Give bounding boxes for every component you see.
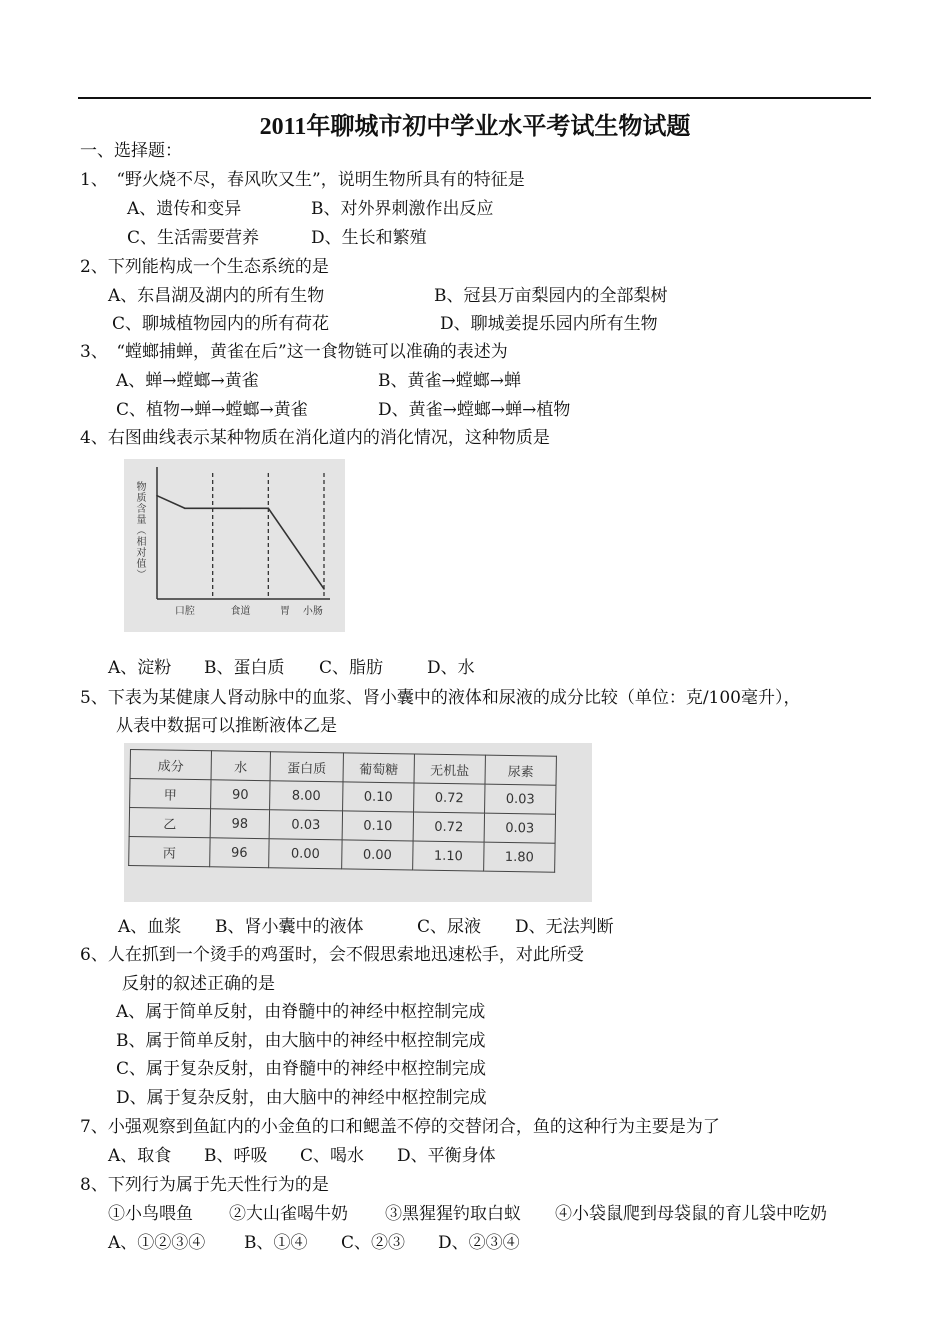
q4-option-b[interactable]: B、蛋白质 <box>204 658 285 678</box>
question-6-stem: 6、人在抓到一个烫手的鸡蛋时，会不假思索地迅速松手，对此所受 <box>80 945 584 965</box>
top-rule <box>78 97 871 99</box>
question-4-stem: 4、右图曲线表示某种物质在消化道内的消化情况，这种物质是 <box>80 428 550 448</box>
q1-option-b[interactable]: B、对外界刺激作出反应 <box>311 199 494 219</box>
q6-option-c[interactable]: C、属于复杂反射，由脊髓中的神经中枢控制完成 <box>116 1059 487 1079</box>
q7-option-d[interactable]: D、平衡身体 <box>397 1146 496 1166</box>
question-5-stem-cont: 从表中数据可以推断液体乙是 <box>116 716 337 736</box>
chart-x-tick-label: 胃 <box>280 606 291 617</box>
chart-data-point <box>156 495 158 497</box>
table-header-cell: 无机盐 <box>414 754 485 784</box>
table-header-cell: 水 <box>211 751 270 781</box>
q5-option-b[interactable]: B、肾小囊中的液体 <box>215 917 364 937</box>
table-cell: 98 <box>210 809 269 839</box>
table-cell: 0.00 <box>269 839 342 869</box>
digestion-chart <box>124 459 345 632</box>
q7-option-b[interactable]: B、呼吸 <box>204 1146 268 1166</box>
q6-option-b[interactable]: B、属于简单反射，由大脑中的神经中枢控制完成 <box>116 1031 486 1051</box>
section-heading: 一、选择题： <box>80 141 182 161</box>
table-header-cell: 蛋白质 <box>270 752 343 782</box>
q1-option-d[interactable]: D、生长和繁殖 <box>311 228 427 248</box>
table-cell: 0.72 <box>413 812 484 842</box>
table-header-cell: 葡萄糖 <box>343 753 414 783</box>
q5-option-a[interactable]: A、血浆 <box>118 917 182 937</box>
table-cell: 8.00 <box>270 781 343 811</box>
q4-option-a[interactable]: A、淀粉 <box>108 658 172 678</box>
chart-data-point <box>268 507 270 509</box>
chart-data-point <box>323 588 325 590</box>
table-cell: 0.00 <box>342 840 413 870</box>
q3-option-d[interactable]: D、黄雀→螳螂→蝉→植物 <box>378 400 571 420</box>
chart-data-point <box>212 507 214 509</box>
q2-option-c[interactable]: C、聊城植物园内的所有荷花 <box>112 314 330 334</box>
q3-option-c[interactable]: C、植物→蝉→螳螂→黄雀 <box>116 400 308 420</box>
question-7-stem: 7、小强观察到鱼缸内的小金鱼的口和鳃盖不停的交替闭合，鱼的这种行为主要是为了 <box>80 1117 720 1137</box>
q1-option-a[interactable]: A、遗传和变异 <box>127 199 242 219</box>
table-cell: 0.10 <box>342 811 413 841</box>
q1-option-c[interactable]: C、生活需要营养 <box>127 228 260 248</box>
table-cell: 90 <box>211 780 270 810</box>
chart-svg <box>124 459 345 632</box>
table-cell: 0.72 <box>414 783 485 813</box>
q6-option-a[interactable]: A、属于简单反射，由脊髓中的神经中枢控制完成 <box>116 1002 486 1022</box>
table-cell: 96 <box>210 838 269 868</box>
chart-series-line <box>157 496 324 589</box>
table-cell: 0.10 <box>343 782 414 812</box>
table-cell: 1.80 <box>484 842 555 872</box>
q3-option-b[interactable]: B、黄雀→螳螂→蝉 <box>378 371 521 391</box>
chart-x-tick-label: 口腔 <box>174 606 195 617</box>
q4-option-d[interactable]: D、水 <box>427 658 475 678</box>
q4-option-c[interactable]: C、脂肪 <box>319 658 384 678</box>
q7-option-c[interactable]: C、喝水 <box>300 1146 365 1166</box>
question-1-stem: 1、 “野火烧不尽，春风吹又生”，说明生物所具有的特征是 <box>80 170 525 190</box>
table-cell: 甲 <box>130 779 211 809</box>
q2-option-d[interactable]: D、聊城姜提乐园内所有生物 <box>440 314 658 334</box>
table-row <box>129 836 555 872</box>
composition-table-figure <box>124 743 592 902</box>
question-5-stem: 5、下表为某健康人肾动脉中的血浆、肾小囊中的液体和尿液的成分比较（单位：克/100毫升）， <box>80 688 801 708</box>
q2-option-b[interactable]: B、冠县万亩梨园内的全部梨树 <box>434 286 668 306</box>
chart-data-point <box>240 507 242 509</box>
table-header-cell: 尿素 <box>485 755 556 785</box>
q8-item-3: ③黑猩猩钓取白蚁 <box>385 1204 521 1224</box>
q2-option-a[interactable]: A、东昌湖及湖内的所有生物 <box>108 286 325 306</box>
question-3-stem: 3、 “螳螂捕蝉，黄雀在后”这一食物链可以准确的表述为 <box>80 342 508 362</box>
question-8-stem: 8、下列行为属于先天性行为的是 <box>80 1175 329 1195</box>
chart-data-point <box>184 507 186 509</box>
q8-item-4: ④小袋鼠爬到母袋鼠的育儿袋中吃奶 <box>555 1204 827 1224</box>
chart-y-label: 物质含量（相对值） <box>134 481 145 580</box>
composition-table <box>128 749 557 873</box>
chart-x-tick-label: 小肠 <box>302 606 323 617</box>
q8-item-1: ①小鸟喂鱼 <box>108 1204 193 1224</box>
q8-option-c[interactable]: C、②③ <box>341 1233 406 1253</box>
q8-option-a[interactable]: A、①②③④ <box>108 1233 206 1253</box>
q8-option-d[interactable]: D、②③④ <box>438 1233 520 1253</box>
question-6-stem-cont: 反射的叙述正确的是 <box>122 974 275 994</box>
table-header-cell: 成分 <box>130 750 211 780</box>
q8-item-2: ②大山雀喝牛奶 <box>229 1204 348 1224</box>
table-cell: 乙 <box>129 808 210 838</box>
chart-x-tick-label: 食道 <box>230 606 251 617</box>
q7-option-a[interactable]: A、取食 <box>108 1146 172 1166</box>
table-cell: 丙 <box>129 836 210 866</box>
q5-option-d[interactable]: D、无法判断 <box>515 917 614 937</box>
table-cell: 0.03 <box>484 813 555 843</box>
q8-option-b[interactable]: B、①④ <box>244 1233 308 1253</box>
table-cell: 0.03 <box>269 810 342 840</box>
page-title: 2011年聊城市初中学业水平考试生物试题 <box>259 114 691 140</box>
q3-option-a[interactable]: A、蝉→螳螂→黄雀 <box>116 371 259 391</box>
q6-option-d[interactable]: D、属于复杂反射，由大脑中的神经中枢控制完成 <box>116 1088 487 1108</box>
table-cell: 1.10 <box>413 841 484 871</box>
table-cell: 0.03 <box>485 784 556 814</box>
q5-option-c[interactable]: C、尿液 <box>417 917 482 937</box>
question-2-stem: 2、下列能构成一个生态系统的是 <box>80 257 329 277</box>
